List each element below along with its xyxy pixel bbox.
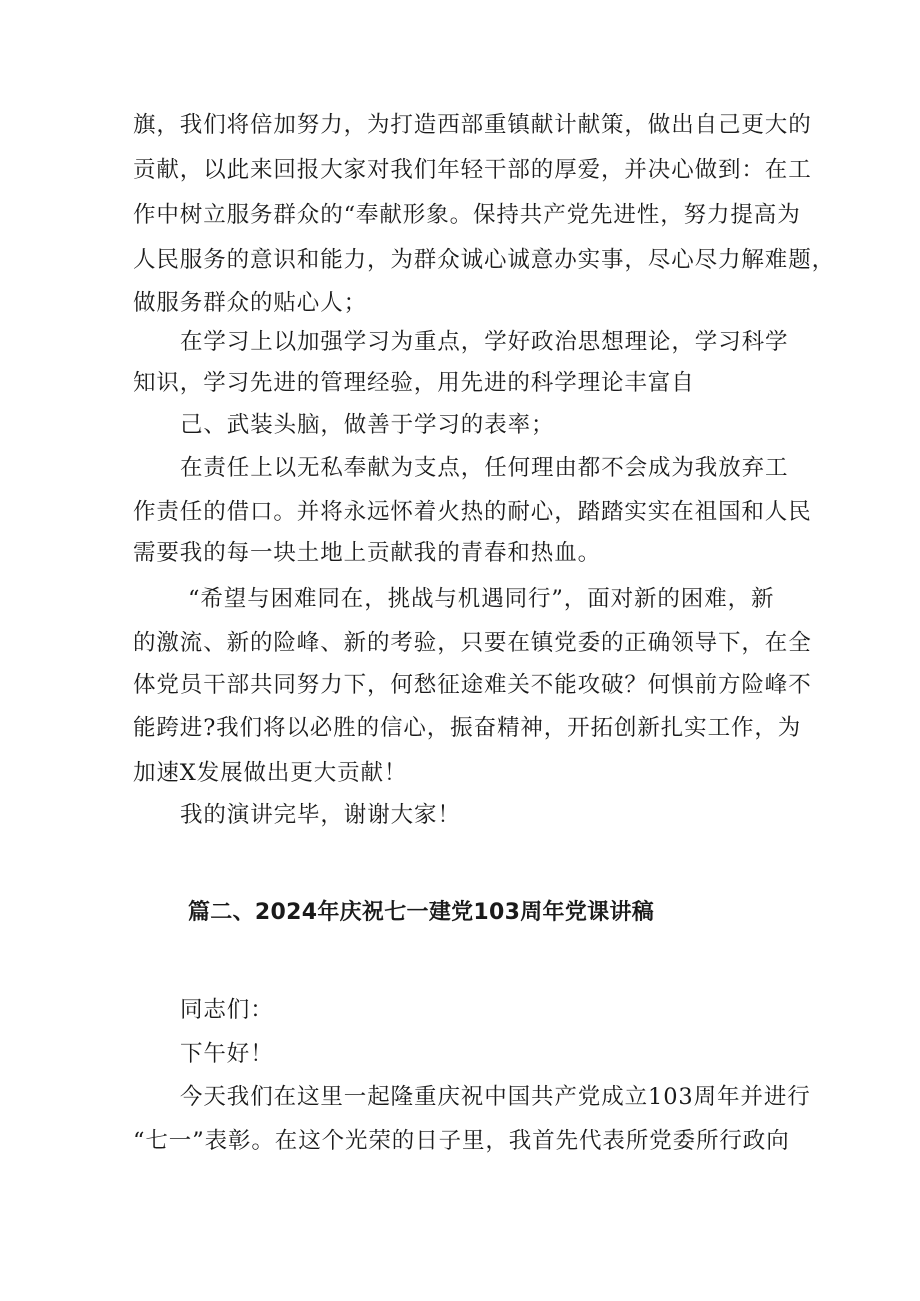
paragraph-line: 作中树立服务群众的“奉献形象。保持共产党先进性，努力提高为 bbox=[133, 202, 801, 228]
paragraph-line: 在学习上以加强学习为重点，学好政治思想理论，学习科学 bbox=[180, 329, 789, 355]
paragraph-line: 贡献，以此来回报大家对我们年轻干部的厚爱，并决心做到：在工 bbox=[133, 157, 812, 183]
paragraph-line: 作责任的借口。并将永远怀着火热的耐心，踏踏实实在祖国和人民 bbox=[133, 499, 812, 525]
paragraph-line: 今天我们在这里一起隆重庆祝中国共产党成立103周年并进行 bbox=[180, 1084, 811, 1110]
paragraph-line: 同志们： bbox=[180, 997, 274, 1023]
paragraph-line: 加速X发展做出更大贡献！ bbox=[133, 760, 408, 786]
paragraph-line: “七一”表彰。在这个光荣的日子里，我首先代表所党委所行政向 bbox=[133, 1128, 790, 1154]
paragraph-line: 己、武装头脑，做善于学习的表率； bbox=[180, 412, 555, 438]
paragraph-line: 知识，学习先进的管理经验，用先进的科学理论丰富自 bbox=[133, 370, 695, 396]
paragraph-line: 在责任上以无私奉献为支点，任何理由都不会成为我放弃工 bbox=[180, 455, 789, 481]
paragraph-line: 下午好！ bbox=[180, 1041, 274, 1067]
paragraph-line: 能跨进?我们将以必胜的信心，振奋精神，开拓创新扎实工作，为 bbox=[133, 715, 802, 741]
paragraph-line: 旗，我们将倍加努力，为打造西部重镇献计献策，做出自己更大的 bbox=[133, 112, 812, 138]
paragraph-line: 需要我的每一块土地上贡献我的青春和热血。 bbox=[133, 540, 602, 566]
paragraph-line: 做服务群众的贴心人； bbox=[133, 290, 368, 316]
paragraph-line: 人民服务的意识和能力，为群众诚心诚意办实事，尽心尽力解难题， bbox=[133, 247, 836, 273]
paragraph-line: 我的演讲完毕，谢谢大家！ bbox=[180, 802, 461, 828]
paragraph-line: 的激流、新的险峰、新的考验，只要在镇党委的正确领导下，在全 bbox=[133, 630, 812, 656]
paragraph-line: 体党员干部共同努力下，何愁征途难关不能攻破？何惧前方险峰不 bbox=[133, 672, 812, 698]
section-title: 篇二、2024年庆祝七一建党103周年党课讲稿 bbox=[188, 900, 655, 925]
paragraph-line: “希望与困难同在，挑战与机遇同行”，面对新的困难，新 bbox=[188, 586, 775, 612]
